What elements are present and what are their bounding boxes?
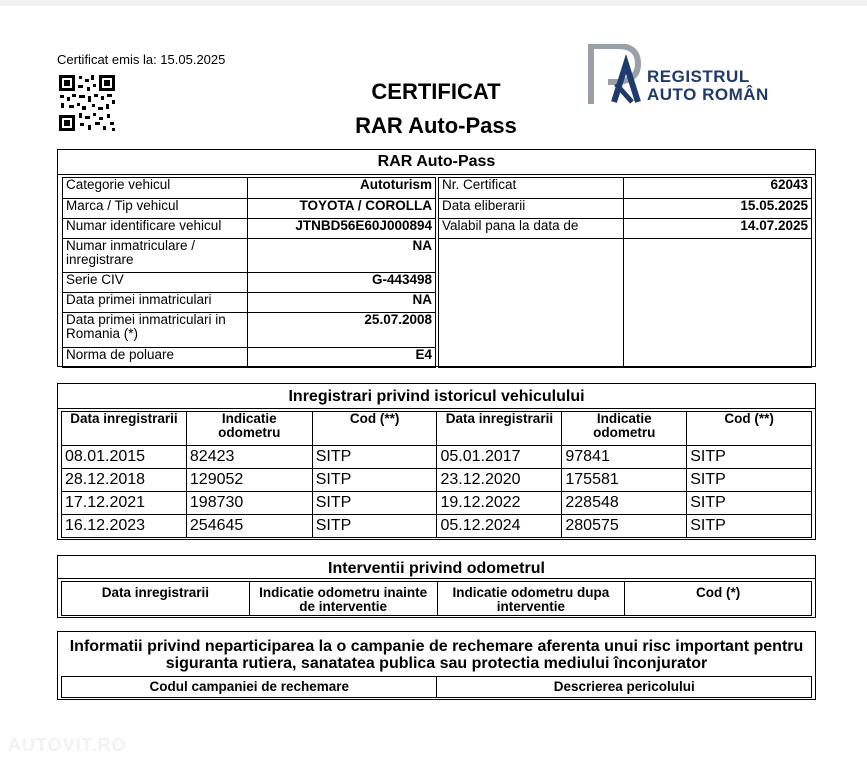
logo-line-1: REGISTRUL bbox=[647, 67, 750, 86]
row-value: Autoturism bbox=[248, 178, 436, 199]
top-edge bbox=[0, 0, 867, 6]
table-row bbox=[439, 199, 812, 219]
table-row bbox=[62, 515, 812, 538]
row-value: 62043 bbox=[624, 178, 812, 199]
row-value: 15.05.2025 bbox=[624, 199, 812, 219]
certificate-subtitle: RAR Auto-Pass bbox=[355, 113, 517, 138]
table-row bbox=[62, 469, 812, 492]
table-row bbox=[439, 178, 812, 199]
table-header-row bbox=[62, 582, 812, 616]
table-cell: 05.12.2024 bbox=[437, 515, 562, 538]
column-header: Descrierea pericolului bbox=[437, 677, 812, 698]
table-cell: 28.12.2018 bbox=[62, 469, 187, 492]
table-cell: SITP bbox=[312, 492, 437, 515]
table-cell: 17.12.2021 bbox=[62, 492, 187, 515]
history-section bbox=[57, 383, 816, 540]
row-value: NA bbox=[248, 239, 436, 273]
table-row bbox=[439, 239, 812, 368]
table-row bbox=[63, 293, 436, 313]
odometer-section bbox=[57, 555, 816, 618]
row-label: Numar identificare vehicul bbox=[63, 219, 248, 239]
row-label: Data primei inmatriculari bbox=[63, 293, 248, 313]
table-cell: 254645 bbox=[186, 515, 312, 538]
empty-cell bbox=[624, 239, 812, 368]
table-cell: 08.01.2015 bbox=[62, 446, 187, 469]
table-cell: 228548 bbox=[562, 492, 687, 515]
table-row bbox=[63, 199, 436, 219]
table-cell: SITP bbox=[687, 446, 812, 469]
row-value: NA bbox=[248, 293, 436, 313]
table-row bbox=[63, 219, 436, 239]
row-value: E4 bbox=[248, 348, 436, 368]
recall-table bbox=[61, 676, 812, 698]
vehicle-section-title: RAR Auto-Pass bbox=[58, 150, 815, 175]
watermark: AUTOVIT.RO bbox=[8, 735, 127, 755]
column-header: Data inregistrarii bbox=[62, 582, 250, 616]
table-row bbox=[63, 313, 436, 348]
table-row bbox=[63, 348, 436, 368]
column-header: Data inregistrarii bbox=[437, 412, 562, 446]
table-row bbox=[62, 492, 812, 515]
issued-date: Certificat emis la: 15.05.2025 bbox=[57, 52, 226, 67]
table-cell: 198730 bbox=[186, 492, 312, 515]
table-cell: SITP bbox=[687, 515, 812, 538]
table-cell: 129052 bbox=[186, 469, 312, 492]
row-label: Nr. Certificat bbox=[439, 178, 624, 199]
vehicle-details-table bbox=[62, 177, 436, 368]
table-header-row bbox=[62, 412, 812, 446]
row-value: 25.07.2008 bbox=[248, 313, 436, 348]
table-row bbox=[63, 239, 436, 273]
odometer-section-title: Interventii privind odometrul bbox=[58, 556, 815, 579]
table-cell: SITP bbox=[687, 469, 812, 492]
table-cell: 82423 bbox=[186, 446, 312, 469]
rar-logo-text bbox=[647, 68, 769, 104]
row-label: Categorie vehicul bbox=[63, 178, 248, 199]
table-row bbox=[63, 273, 436, 293]
column-header: Cod (*) bbox=[625, 582, 812, 616]
table-cell: 05.01.2017 bbox=[437, 446, 562, 469]
column-header: Data inregistrarii bbox=[62, 412, 187, 446]
row-value: 14.07.2025 bbox=[624, 219, 812, 239]
table-cell: 175581 bbox=[562, 469, 687, 492]
recall-section-title: Informatii privind neparticiparea la o campanie de rechemare aferenta unui risc important pentru siguranta rutiera, sanatatea publica sau protectia mediului înconjurator bbox=[69, 638, 804, 672]
column-header: Cod (**) bbox=[687, 412, 812, 446]
column-header: Indicatie odometru bbox=[186, 412, 312, 446]
row-label: Data primei inmatriculari in Romania (*) bbox=[63, 313, 248, 348]
row-value: TOYOTA / COROLLA bbox=[248, 199, 436, 219]
column-header: Indicatie odometru inainte de interventie bbox=[249, 582, 437, 616]
table-cell: SITP bbox=[312, 515, 437, 538]
certificate-title: CERTIFICAT bbox=[371, 79, 501, 104]
table-cell: 19.12.2022 bbox=[437, 492, 562, 515]
column-header: Codul campaniei de rechemare bbox=[62, 677, 437, 698]
table-header-row bbox=[62, 677, 812, 698]
table-cell: 97841 bbox=[562, 446, 687, 469]
row-value: G-443498 bbox=[248, 273, 436, 293]
qr-code-icon bbox=[57, 73, 117, 133]
table-row bbox=[439, 219, 812, 239]
table-cell: SITP bbox=[312, 446, 437, 469]
column-header: Indicatie odometru bbox=[562, 412, 687, 446]
table-row bbox=[63, 178, 436, 199]
column-header: Indicatie odometru dupa interventie bbox=[437, 582, 625, 616]
row-label: Marca / Tip vehicul bbox=[63, 199, 248, 219]
logo-line-2: AUTO ROMÂN bbox=[647, 85, 769, 104]
history-section-title: Inregistrari privind istoricul vehiculului bbox=[58, 384, 815, 409]
recall-section bbox=[57, 631, 816, 700]
row-value: JTNBD56E60J000894 bbox=[248, 219, 436, 239]
column-header: Cod (**) bbox=[312, 412, 437, 446]
table-cell: 280575 bbox=[562, 515, 687, 538]
row-label: Data eliberarii bbox=[439, 199, 624, 219]
row-label: Norma de poluare bbox=[63, 348, 248, 368]
table-cell: 16.12.2023 bbox=[62, 515, 187, 538]
row-label: Valabil pana la data de bbox=[439, 219, 624, 239]
table-row bbox=[62, 446, 812, 469]
empty-cell bbox=[439, 239, 624, 368]
vehicle-section bbox=[57, 149, 816, 367]
certificate-info-table bbox=[438, 177, 812, 368]
table-cell: 23.12.2020 bbox=[437, 469, 562, 492]
row-label: Serie CIV bbox=[63, 273, 248, 293]
odometer-table bbox=[61, 581, 812, 616]
table-cell: SITP bbox=[687, 492, 812, 515]
history-table bbox=[61, 411, 812, 538]
table-cell: SITP bbox=[312, 469, 437, 492]
row-label: Numar inmatriculare / inregistrare bbox=[63, 239, 248, 273]
